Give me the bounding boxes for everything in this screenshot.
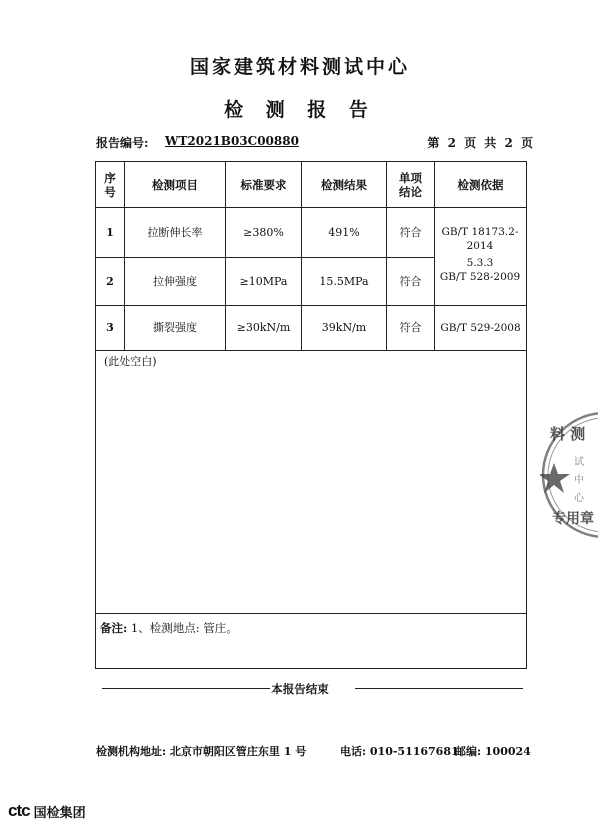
table-row-3-basis: GB/T 529-2008 (440, 322, 521, 334)
footer-postcode: 邮编: 100024 (455, 745, 531, 758)
official-seal-stamp (540, 405, 598, 545)
table-row-3-no: 3 (106, 321, 114, 334)
table-row-1-requirement: ≥380% (243, 225, 284, 239)
end-of-report-text: 本报告结束 (271, 682, 329, 696)
table-row-1-conclusion: 符合 (399, 225, 422, 239)
column-header-requirement: 标准要求 (240, 177, 287, 192)
column-header-item: 检测项目 (152, 177, 198, 192)
svg-text:试: 试 (574, 457, 584, 468)
table-row-2-result: 15.5MPa (319, 274, 369, 288)
footer-address: 检测机构地址: 北京市朝阳区管庄东里 1 号 (96, 745, 307, 758)
remark (100, 620, 238, 636)
column-header-conclusion: 单项结论 (399, 170, 422, 199)
table-row-3-result: 39kN/m (321, 321, 367, 334)
svg-text:料 测: 料 测 (550, 425, 586, 443)
svg-text:专用章: 专用章 (552, 511, 594, 527)
organization-title: 国家建筑材料测试中心 (189, 56, 410, 78)
table-row-3-requirement: ≥30kN/m (236, 321, 291, 334)
table-row-2-item: 拉伸强度 (153, 274, 197, 288)
column-header-no: 序号 (104, 170, 116, 199)
report-number-label: 报告编号: (96, 136, 149, 150)
company-logo (8, 801, 86, 821)
end-divider-right (355, 688, 523, 689)
svg-text:中: 中 (574, 475, 584, 486)
svg-text:心: 心 (574, 493, 584, 504)
table-row-2-requirement: ≥10MPa (239, 274, 288, 288)
table-row-1-no: 1 (106, 225, 114, 239)
page-info: 第 2 页 共 2 页 (427, 136, 535, 150)
remark-label: 备注: (100, 621, 128, 635)
remark-text: 1、检测地点: 管庄。 (130, 621, 238, 635)
blank-note: (此处空白) (104, 355, 157, 368)
results-table (95, 161, 527, 669)
footer-phone: 电话: 010-51167681 (340, 745, 459, 758)
basis-line-3: 5.3.3 (466, 257, 494, 269)
table-row-1-result: 491% (328, 225, 360, 239)
ctc-logo-mark: ctc (8, 801, 30, 820)
table-row-2-conclusion: 符合 (399, 274, 422, 288)
table-row-3-conclusion: 符合 (399, 321, 422, 334)
table-row-2-no: 2 (106, 274, 114, 288)
table-row-1-item: 拉断伸长率 (147, 225, 203, 239)
basis-line-2: 2014 (466, 240, 494, 252)
table-row-3-item: 撕裂强度 (153, 321, 197, 334)
report-number: WT2021B03C00880 (165, 134, 299, 148)
company-name: 国检集团 (33, 805, 86, 821)
column-header-result: 检测结果 (321, 177, 367, 192)
column-header-basis: 检测依据 (457, 177, 504, 192)
basis-line-1: GB/T 18173.2- (441, 226, 519, 238)
document-title: 检 测 报 告 (224, 99, 376, 121)
basis-line-4: GB/T 528-2009 (439, 271, 521, 283)
